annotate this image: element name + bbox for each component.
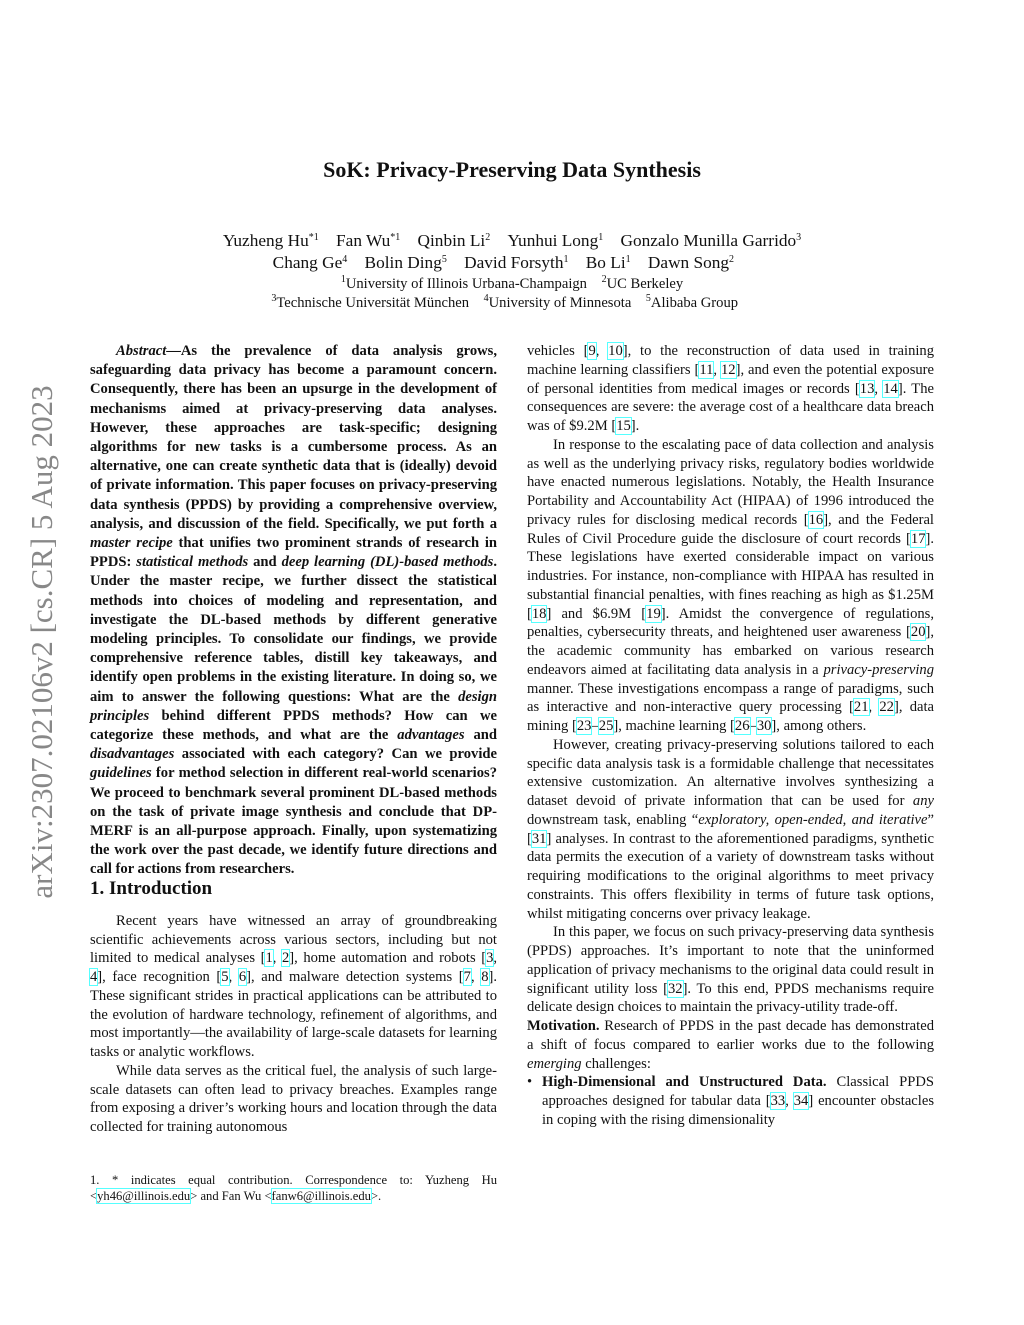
italic-text: emerging xyxy=(527,1055,582,1072)
text-run: ], data mining [ xyxy=(527,699,934,734)
text-run: . Under the master recipe, we further dissect the statistical methods into choices of modeling and representation, and investigate the DL-based methods by different generative modeling principles. To consolidate our findings, we provide comprehensive reference tables, distill key takeaways, and identify open problems in the existing literature. In doing so, we aim to answer the following questions: What are the xyxy=(90,554,497,705)
author-affiliation-mark: 2 xyxy=(485,232,491,243)
author-name: Fan Wu xyxy=(336,231,391,250)
author-name: Qinbin Li xyxy=(417,231,486,250)
author-affiliation-mark: 1 xyxy=(598,232,604,243)
bold-text: High-Dimensional and Unstructured Data. xyxy=(542,1074,827,1091)
text-run: ], and malware detection systems [ xyxy=(246,969,464,985)
author xyxy=(223,231,319,250)
text-run: —As the prevalence of data analysis grows, safeguarding data privacy has become a paramount concern. Consequently, there has been an upsurge in the development of mechanisms aimed at privacy-preserving data analyses. However, these approaches are task-specific; designing algorithms for new tasks is a cumbersome process. As an alternative, one can create synthetic data that is (ideally) devoid of private information. This paper focuses on privacy-preserving data synthesis (PPDS) by providing a comprehensive overview, analysis, and discussion of the field. Specifically, we put forth a xyxy=(90,343,497,532)
text-run: challenges: xyxy=(581,1055,651,1072)
author-affiliation-mark: *1 xyxy=(390,232,401,243)
text-run: ] analyses. In contrast to the aforementioned paradigms, synthetic data permits the execution of a variety of downstream tasks without requiring modifications to the original algorithms to meet privacy constraints. This offers flexibility in terms of future task options, whilst mitigating concerns over privacy leakage. xyxy=(527,830,934,922)
footnote-text: > and Fan Wu < xyxy=(190,1189,272,1203)
author-name: Gonzalo Munilla Garrido xyxy=(620,231,797,250)
author xyxy=(418,231,491,250)
citation-link[interactable]: 34 xyxy=(793,1093,809,1109)
abstract-text xyxy=(90,342,497,880)
text-run: ] encounter obstacles in coping with the rising dimensionality xyxy=(542,1093,934,1128)
affiliation-name: UC Berkeley xyxy=(606,276,684,292)
author-affiliation-mark: *1 xyxy=(308,232,319,243)
affiliation-name: Technische Universität München xyxy=(276,295,470,311)
footnote-text: >. xyxy=(370,1189,382,1203)
author-affiliation-mark: 1 xyxy=(563,254,569,265)
author xyxy=(464,253,568,272)
text-run: Recent years have witnessed an array of groundbreaking scientific achievements across various sectors, including but not limited to medical analyses [ xyxy=(90,912,497,967)
citation-link[interactable]: 23 xyxy=(576,718,592,734)
citation-link[interactable]: 3 xyxy=(486,950,494,967)
author-name: Bolin Ding xyxy=(364,253,442,272)
citation-link[interactable]: 26 xyxy=(734,718,750,734)
right-column-body xyxy=(527,342,934,1130)
citation-link[interactable]: 14 xyxy=(883,380,898,397)
citation-link[interactable]: 17 xyxy=(910,530,926,547)
left-column-body xyxy=(90,862,497,1137)
text-run: ], and the Federal Rules of Civil Procedure guide the disclosure of court records [ xyxy=(527,511,934,547)
text-run: Research of PPDS in the past decade has demonstrated a shift of focus compared to earlier works due to the following xyxy=(527,1018,934,1053)
affiliation-name: Alibaba Group xyxy=(650,295,739,311)
italic-text: privacy-preserving xyxy=(823,661,934,678)
italic-text: statistical methods xyxy=(136,554,249,571)
affiliation-mark: 2 xyxy=(601,274,607,285)
text-run: ], to the reconstruction of data used in training machine learning classifiers [ xyxy=(527,343,935,378)
citation-link[interactable]: 10 xyxy=(608,343,623,359)
affiliation xyxy=(602,276,684,292)
text-run: downstream task, enabling “ xyxy=(527,811,699,828)
citation-link[interactable]: 25 xyxy=(598,718,614,734)
citation-link[interactable]: 8 xyxy=(481,969,489,985)
text-run: for method selection in different real-world scenarios? We proceed to benchmark several prominent DL-based methods on the task of private image synthesis and conclude that DP-MERF is an all-purpose approach. Finally, upon systematizing the work over the past decade, we identify future directions and call for actions from researchers. xyxy=(90,765,497,878)
text-run: , xyxy=(595,343,609,359)
citation-link[interactable]: 20 xyxy=(910,624,926,641)
text-run: Classical PPDS approaches designed for tabular data [ xyxy=(542,1074,935,1109)
text-run: , xyxy=(713,361,721,378)
section-heading: 1. Introduction xyxy=(90,878,213,899)
author-name: David Forsyth xyxy=(464,253,564,272)
citation-link[interactable]: 7 xyxy=(463,969,471,985)
affiliation-mark: 3 xyxy=(271,293,277,304)
bullet-item xyxy=(527,1073,934,1129)
text-run: ]. The consequences are severe: the average cost of a healthcare data breach was of $9.2M [ xyxy=(527,380,934,434)
text-run: – xyxy=(749,718,757,734)
citation-link[interactable]: 13 xyxy=(859,380,875,397)
text-run: , xyxy=(272,950,282,967)
affiliation-name: University of Illinois Urbana-Champaign xyxy=(345,276,587,292)
author-affiliation-mark: 1 xyxy=(625,254,631,265)
text-run: ]. To this end, PPDS mechanisms require delicate design choices to maintain the privacy-utility trade-off. xyxy=(527,980,934,1016)
footnote xyxy=(90,1172,497,1204)
citation-link[interactable]: 16 xyxy=(808,511,824,528)
author-affiliation-mark: 4 xyxy=(342,254,348,265)
arxiv-watermark: arXiv:2307.02106v2 [cs.CR] 5 Aug 2023 xyxy=(24,385,59,899)
author xyxy=(336,231,400,250)
text-run: ], among others. xyxy=(771,718,867,734)
affiliation-mark: 5 xyxy=(645,293,651,304)
text-run: , xyxy=(874,380,884,397)
citation-link[interactable]: 33 xyxy=(770,1093,786,1109)
text-run: ], face recognition [ xyxy=(97,969,222,985)
italic-text: Abstract xyxy=(116,343,167,359)
author-name: Chang Ge xyxy=(272,253,343,272)
italic-text: deep learning (DL)-based methods xyxy=(281,554,494,571)
text-run: that unifies two prominent strands of research in PPDS: xyxy=(90,535,497,571)
text-run: associated with each category? Can we provide xyxy=(174,746,497,763)
citation-link[interactable]: 11 xyxy=(699,361,714,378)
italic-text: exploratory, open-ended, and iterative xyxy=(698,811,928,828)
text-run: , xyxy=(493,950,498,967)
citation-link[interactable]: 9 xyxy=(588,343,596,359)
bold-text: Motivation. xyxy=(527,1018,600,1034)
citation-link[interactable]: 15 xyxy=(616,418,631,434)
paragraph xyxy=(90,912,497,1062)
text-run: ] and $6.9M [ xyxy=(546,605,647,622)
author-name: Yunhui Long xyxy=(507,231,599,250)
text-run: ]. These legislations have exerted considerable impact on various industries. For instance, non-compliance with HIPAA has resulted in substantial financial penalties, with fines reaching as high as $1.25M [ xyxy=(527,530,934,622)
paragraph xyxy=(527,923,934,1017)
author-name: Yuzheng Hu xyxy=(222,231,309,250)
abstract xyxy=(90,342,497,880)
author-affiliation-mark: 3 xyxy=(796,232,802,243)
author-name: Dawn Song xyxy=(647,253,730,272)
text-run: – xyxy=(591,718,599,734)
citation-link[interactable]: 2 xyxy=(281,950,290,967)
citation-link[interactable]: 31 xyxy=(531,830,547,847)
text-run: In response to the escalating pace of data collection and analysis as well as the underlying privacy risks, regulatory bodies worldwide have enacted numerous legislations. Notably, the Health Insurance Portability and Accountability Act (HIPAA) of 1996 introduced the privacy rules for disclosing medical records [ xyxy=(527,436,934,528)
text-run: However, creating privacy-preserving solutions tailored to each specific data analysis task is a formidable challenge that necessitates extensive customization. An alternative involves synthesizing a dataset devoid of private information that can be used for xyxy=(527,736,934,809)
text-run: ], home automation and robots [ xyxy=(289,950,487,967)
author xyxy=(586,253,631,272)
author-list xyxy=(0,230,1024,274)
paragraph xyxy=(527,736,934,924)
paragraph xyxy=(527,436,934,736)
italic-text: master recipe xyxy=(90,535,173,552)
citation-link[interactable]: 4 xyxy=(90,969,98,985)
text-run: manner. These investigations encompass a range of paradigms, such as interactive and non-interactive query processing [ xyxy=(527,680,934,716)
text-run: ” [ xyxy=(527,811,934,847)
text-run: , xyxy=(470,969,482,985)
text-run: ], machine learning [ xyxy=(613,718,735,734)
author xyxy=(648,253,734,272)
italic-text: disadvantages xyxy=(90,746,175,763)
author-affiliation-mark: 2 xyxy=(729,254,735,265)
email-link[interactable]: fanw6@illinois.edu xyxy=(271,1189,371,1203)
citation-link[interactable]: 21 xyxy=(853,699,869,716)
author xyxy=(507,231,603,250)
affiliation-list xyxy=(0,275,1024,313)
text-run: ], the academic community has embarked on various research endeavors aimed at facilitating data analysis in a xyxy=(527,624,934,678)
author-name: Bo Li xyxy=(585,253,626,272)
affiliation xyxy=(646,295,738,311)
paper-title: SoK: Privacy-Preserving Data Synthesis xyxy=(323,157,701,182)
text-run: ]. These significant strides in practical applications can be attributed to the evolution of hardware technology, refinement of algorithms, and most importantly—the availability of large-scale datasets for learning tasks or analytic workflows. xyxy=(90,969,498,1060)
citation-link[interactable]: 5 xyxy=(221,969,229,985)
citation-link[interactable]: 12 xyxy=(720,361,736,378)
text-run: , xyxy=(868,699,880,716)
italic-text: any xyxy=(912,793,934,809)
affiliation xyxy=(484,295,632,311)
text-run: vehicles [ xyxy=(527,343,589,359)
affiliation-name: University of Minnesota xyxy=(488,295,632,311)
italic-text: guidelines xyxy=(90,765,152,782)
affiliation xyxy=(271,295,469,311)
author xyxy=(365,253,447,272)
paragraph xyxy=(90,1062,497,1137)
motivation-paragraph xyxy=(527,1017,934,1073)
email-link[interactable]: yh46@illinois.edu xyxy=(97,1189,191,1203)
citation-link[interactable]: 1 xyxy=(265,950,273,967)
text-run: behind different PPDS methods? How can we categorize these methods, and what are the xyxy=(90,707,497,744)
footnote-text: 1. * indicates equal contribution. Correspondence to: Yuzheng Hu < xyxy=(90,1173,497,1203)
text-run: In this paper, we focus on such privacy-preserving data synthesis (PPDS) approaches. It’s important to note that the uninformed application of privacy mechanisms to the original data could result in significant utility loss [ xyxy=(527,924,934,997)
citation-link[interactable]: 19 xyxy=(646,605,661,622)
text-run: ], and even the potential exposure of personal identities from medical images or records [ xyxy=(527,361,935,397)
author-affiliation-mark: 5 xyxy=(441,254,447,265)
citation-link[interactable]: 18 xyxy=(531,605,547,622)
text-run: , xyxy=(785,1093,794,1109)
citation-link[interactable]: 22 xyxy=(879,699,894,716)
author xyxy=(621,231,802,250)
text-run: , xyxy=(228,969,239,985)
paragraph xyxy=(527,342,934,436)
affiliation xyxy=(341,276,587,292)
text-run: and xyxy=(248,554,282,571)
affiliation-mark: 1 xyxy=(340,274,346,285)
affiliation-mark: 4 xyxy=(483,293,489,304)
citation-link[interactable]: 6 xyxy=(238,969,247,985)
text-run: and xyxy=(464,727,497,744)
citation-link[interactable]: 32 xyxy=(667,980,683,997)
italic-text: advantages xyxy=(397,727,465,744)
text-run: ]. xyxy=(630,418,640,434)
italic-text: design principles xyxy=(90,688,497,724)
text-run: ]. Amidst the convergence of regulations, penalties, cybersecurity threats, and heightened user awareness [ xyxy=(527,605,934,641)
text-run: While data serves as the critical fuel, the analysis of such large-scale datasets can often lead to privacy breaches. Examples range from exposing a driver’s working hours and location through the data collected for training autonomous xyxy=(90,1062,497,1135)
author xyxy=(273,253,348,272)
citation-link[interactable]: 30 xyxy=(756,718,772,734)
